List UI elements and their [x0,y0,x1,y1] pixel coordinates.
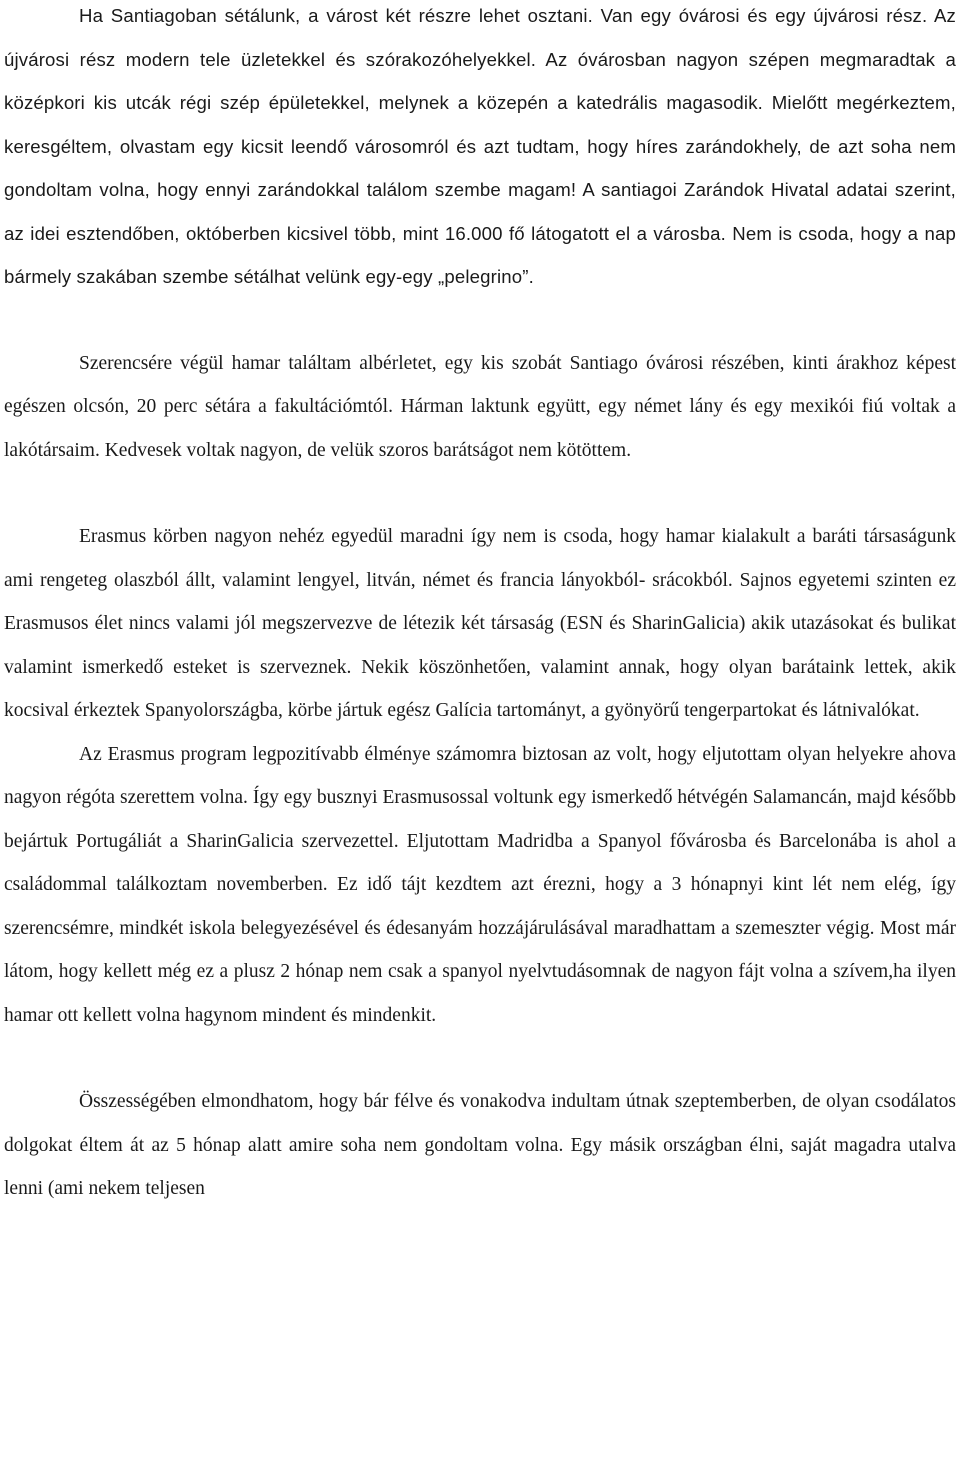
paragraph-text: Ha Santiagoban sétálunk, a várost két részre lehet osztani. Van egy óvárosi és egy újvárosi rész. Az újvárosi rész modern tele üzletekkel és szórakozóhelyekkel. Az óvárosban nagyon szépen megmaradtak a középkori kis utcák régi szép épületekkel, melynek a közepén a katedrális magasodik. Mielőtt megérkeztem, keresgéltem, olvastam egy kicsit leendő városomról és azt tudtam, hogy híres zarándokhely, de azt soha nem gondoltam volna, hogy ennyi zarándokkal találom szembe magam! A santiagoi Zarándok Hivatal adatai szerint, az idei esztendőben, októberben kicsivel több, mint 16.000 fő látogatott el a városba. Nem is csoda, hogy a nap bármely szakában szembe sétálhat velünk egy-egy „pelegrino”. [4,5,956,287]
paragraph-accommodation [4,342,956,473]
paragraph-text: Összességében elmondhatom, hogy bár félve és vonakodva indultam útnak szeptemberben, de olyan csodálatos dolgokat éltem át az 5 hónap alatt amire soha nem gondoltam volna. Egy másik országban élni, saját magadra utalva lenni (ami nekem teljesen [4,1091,956,1199]
document-page [4,0,956,1211]
paragraph-travel-experience [4,733,956,1038]
paragraph-santiago-city [4,0,956,299]
paragraph-text: Az Erasmus program legpozitívabb élménye számomra biztosan az volt, hogy eljutottam olyan helyekre ahova nagyon régóta szerettem volna. Így egy busznyi Erasmusossal voltunk egy ismerkedő hétvégén Salamancán, majd később bejártuk Portugáliát a SharinGalicia szervezettel. Eljutottam Madridba a Spanyol fővárosba és Barcelonába is ahol a családommal találkoztam novemberben. Ez idő tájt kezdtem azt érezni, hogy a 3 hónapnyi kint lét nem elég, így szerencsémre, mindkét iskola belegyezésével és édesanyám hozzájárulásával maradhattam a szemeszter végig. Most már látom, hogy kellett még ez a plusz 2 hónap nem csak a spanyol nyelvtudásomnak de nagyon fájt volna a szívem,ha ilyen hamar ott kellett volna hagynom mindent és mindenkit. [4,743,956,1026]
paragraph-text: Erasmus körben nagyon nehéz egyedül maradni így nem is csoda, hogy hamar kialakult a baráti társaságunk ami rengeteg olaszból állt, valamint lengyel, litván, német és francia lányokból- srácokból. Sajnos egyetemi szinten ez Erasmusos élet nincs valami jól megszervezve de létezik két társaság (ESN és SharinGalicia) akik utazásokat és bulikat valamint ismerkedő esteket is szerveznek. Nekik köszönhetően, valamint annak, hogy olyan barátaink lettek, akik kocsival érkeztek Spanyolországba, körbe jártuk egész Galícia tartományt, a gyönyörű tengerpartokat és látnivalókat. [4,526,956,721]
paragraph-text: Szerencsére végül hamar találtam albérletet, egy kis szobát Santiago óvárosi részében, kinti árakhoz képest egészen olcsón, 20 perc sétára a fakultációmtól. Hárman laktunk együtt, egy német lány és egy mexikói fiú voltak a lakótársaim. Kedvesek voltak nagyon, de velük szoros barátságot nem kötöttem. [4,352,956,461]
paragraph-erasmus-friends [4,515,956,733]
paragraph-summary [4,1080,956,1211]
